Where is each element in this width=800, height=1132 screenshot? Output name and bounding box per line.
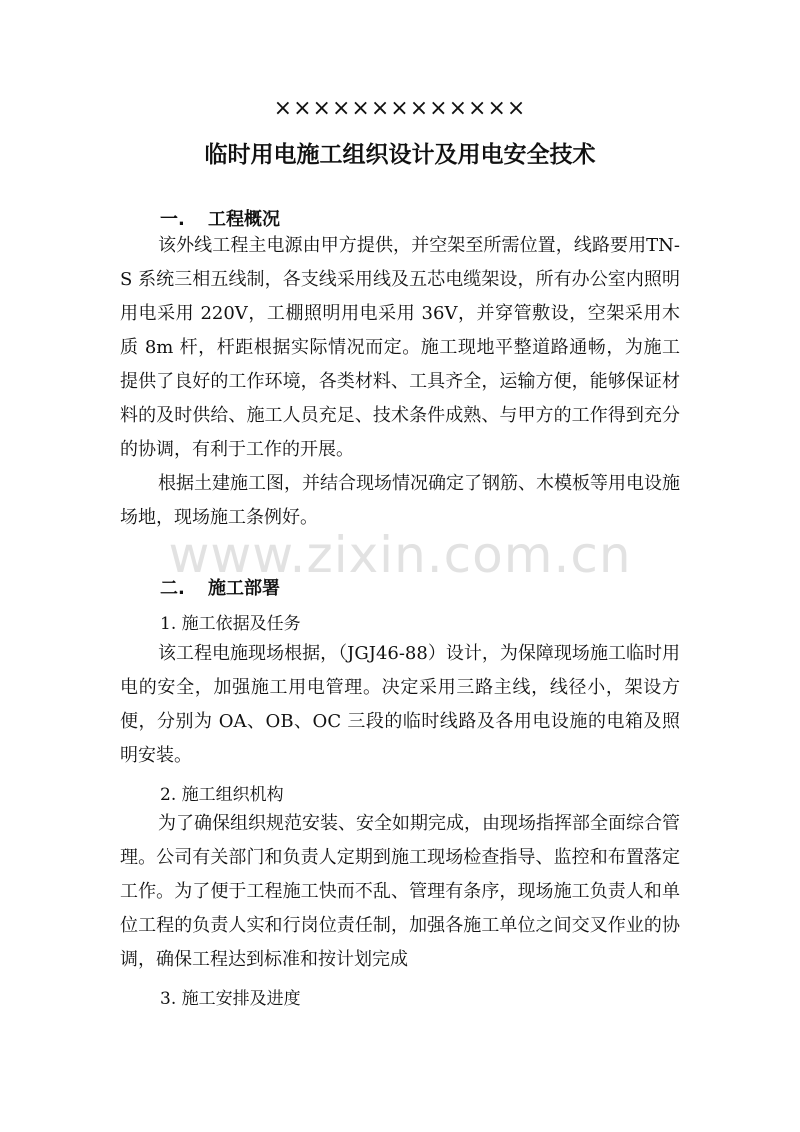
section1-number: 一. xyxy=(160,209,185,230)
section2-paragraph-1: 该工程电施现场根据，（JGJ46-88）设计，为保障现场施工临时用电的安全，加强施工用电管理。决定采用三路主线，线径小，架设方便，分别为 OA、OB、OC 三段的临时线路及各用电设施的电箱及照明安装。 xyxy=(120,643,680,766)
section2-sub-1: 1. 施工依据及任务 xyxy=(160,614,301,634)
section1-title: 工程概况 xyxy=(208,209,280,230)
section2-title: 施工部署 xyxy=(208,578,280,599)
watermark: www.zixin.com.cn xyxy=(168,526,632,584)
section2-sub-2: 2. 施工组织机构 xyxy=(160,785,284,805)
document-title: 临时用电施工组织设计及用电安全技术 xyxy=(204,142,596,168)
section1-heading xyxy=(160,205,280,231)
section1-paragraph-1: 该外线工程主电源由甲方提供，并空架至所需位置，线路要用TN-S 系统三相五线制，各支线采用线及五芯电缆架设，所有办公室内照明用电采用 220V，工棚照明用电采用 36V，并穿管敷设，空架采用木质 8m 杆，杆距根据实际情况而定。施工现地平整道路通畅，为施工提供了良好的工作环境，各类材料、工具齐全，运输方便，能够保证材料的及时供给、施工人员充足、技术条件成熟、与甲方的工作得到充分的协调，有利于工作的开展。 xyxy=(120,235,680,460)
section1-paragraph-2: 根据土建施工图，并结合现场情况确定了钢筋、木模板等用电设施场地，现场施工条例好。 xyxy=(120,473,680,528)
section2-heading xyxy=(160,574,280,600)
section2-paragraph-2: 为了确保组织规范安装、安全如期完成，由现场指挥部全面综合管理。公司有关部门和负责人定期到施工现场检查指导、监控和布置落定工作。为了便于工程施工快而不乱、管理有条序，现场施工负责人和单位工程的负责人实和行岗位责任制，加强各施工单位之间交叉作业的协调，确保工程达到标准和按计划完成 xyxy=(120,813,680,970)
section2-number: 二. xyxy=(160,578,185,599)
title-placeholder: ××××××××××××× xyxy=(273,96,527,121)
section2-sub-3: 3. 施工安排及进度 xyxy=(160,989,301,1009)
